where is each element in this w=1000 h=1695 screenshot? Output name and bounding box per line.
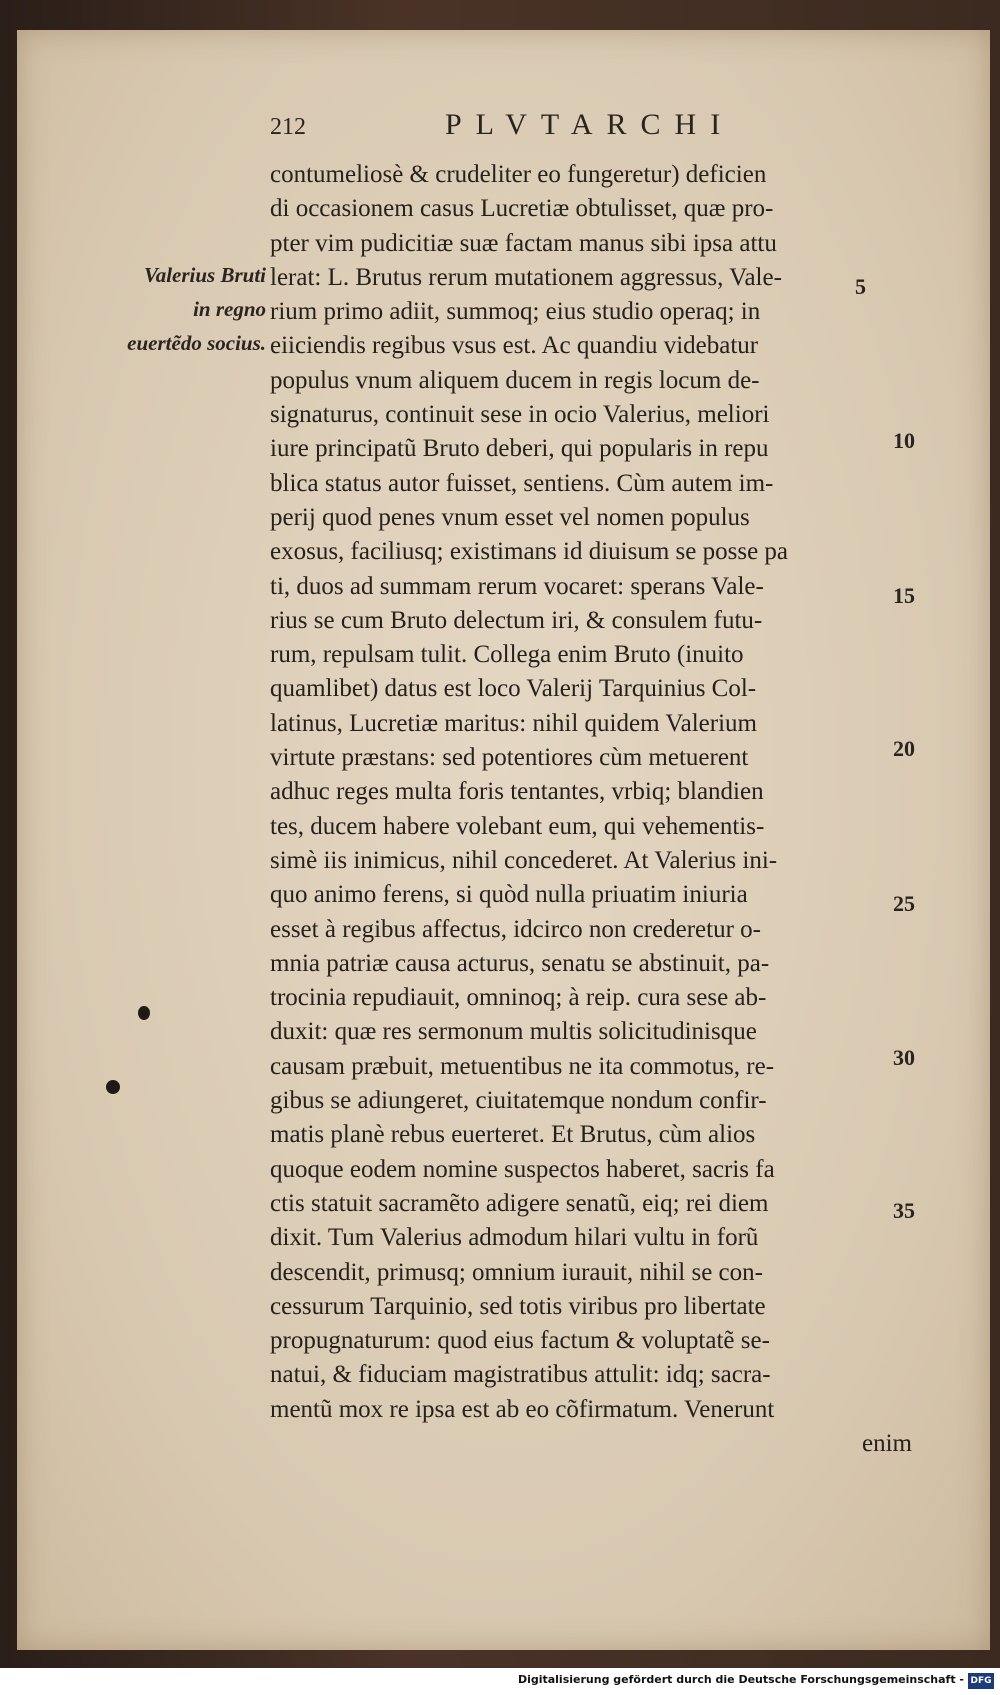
ink-spot (106, 1080, 120, 1094)
text-line: latinus, Lucretiæ maritus: nihil quidem Valerium (270, 709, 757, 737)
text-line: rum, repulsam tulit. Collega enim Bruto (inuito (270, 641, 744, 669)
text-line: quo animo ferens, si quòd nulla priuatim iniuria (270, 881, 748, 909)
text-line: virtute præstans: sed potentiores cùm metuerent (270, 744, 749, 772)
text-line: mentũ mox re ipsa est ab eo cõfirmatum. Venerunt (270, 1395, 775, 1423)
footer-credit: Digitalisierung gefördert durch die Deutsche Forschungsgemeinschaft - (517, 1673, 964, 1686)
text-line: simè iis inimicus, nihil concederet. At Valerius ini- (270, 846, 778, 874)
line-number-15: 15 (893, 583, 915, 608)
text-line: gibus se adiungeret, ciuitatemque nondum confir- (270, 1087, 767, 1115)
text-line: perij quod penes vnum esset vel nomen populus (270, 503, 750, 531)
ink-spot (138, 1006, 150, 1020)
text-line: di occasionem casus Lucretiæ obtulisset, quæ pro- (270, 195, 774, 223)
text-line: propugnaturum: quod eius factum & voluptatẽ se- (270, 1327, 770, 1355)
line-number-20: 20 (893, 736, 915, 761)
marginal-note: Valerius Bruti in regno euertẽdo socius. (127, 263, 266, 355)
text-line: natui, & fiduciam magistratibus attulit: idq; sacra- (270, 1361, 771, 1389)
text-line: signaturus, continuit sese in ocio Valerius, meliori (270, 401, 770, 429)
text-line: quoque eodem nomine suspectos haberet, sacris fa (270, 1155, 775, 1183)
text-line: ctis statuit sacramẽto adigere senatũ, eiq; rei diem (270, 1189, 769, 1217)
line-number-25: 25 (893, 891, 915, 916)
line-number-30: 30 (893, 1045, 915, 1070)
text-line: dixit. Tum Valerius admodum hilari vultu in forũ (270, 1224, 759, 1252)
text-line: adhuc reges multa foris tentantes, vrbiq; blandien (270, 778, 764, 806)
line-number-10: 10 (893, 428, 915, 453)
text-line: blica status autor fuisset, sentiens. Cùm autem im- (270, 469, 774, 497)
text-line: pter vim pudicitiæ suæ factam manus sibi ipsa attu (270, 229, 777, 257)
text-line: populus vnum aliquem ducem in regis locum de- (270, 366, 760, 394)
text-line: trocinia repudiauit, omninoq; à reip. cura sese ab- (270, 984, 767, 1012)
line-number-35: 35 (893, 1198, 915, 1223)
line-number-5: 5 (855, 274, 866, 299)
text-line: cessurum Tarquinio, sed totis viribus pro libertate (270, 1292, 766, 1320)
text-line: exosus, faciliusq; existimans id diuisum se posse pa (270, 538, 789, 566)
text-line: quamlibet) datus est loco Valerij Tarquinius Col- (270, 675, 757, 703)
main-text-block (270, 158, 930, 1461)
text-line: tes, ducem habere volebant eum, qui vehementis- (270, 812, 765, 840)
text-line: matis planè rebus euerteret. Et Brutus, cùm alios (270, 1121, 756, 1149)
dfg-logo: DFG (968, 1673, 994, 1689)
page-number: 212 (270, 114, 306, 140)
text-line: descendit, primusq; omnium iurauit, nihil se con- (270, 1258, 763, 1286)
text-line: esset à regibus affectus, idcirco non crederetur o- (270, 915, 761, 943)
text-line: lerat: L. Brutus rerum mutationem aggressus, Vale- (270, 263, 782, 291)
running-title: PLVTARCHI (445, 108, 735, 141)
text-line: causam præbuit, metuentibus ne ita commotus, re- (270, 1052, 775, 1080)
text-line: duxit: quæ res sermonum multis solicitudinisque (270, 1018, 757, 1046)
text-line: rium primo adiit, summoq; eius studio operaq; in (270, 298, 761, 326)
text-line: contumeliosè & crudeliter eo fungeretur) deficien (270, 161, 767, 188)
text-line: mnia patriæ causa acturus, senatu se abstinuit, pa- (270, 949, 770, 977)
text-line: eiiciendis regibus vsus est. Ac quandiu videbatur (270, 332, 759, 360)
digitization-footer (0, 1668, 1000, 1695)
catchword: enim (862, 1429, 912, 1457)
page-header (270, 108, 810, 148)
text-line: rius se cum Bruto delectum iri, & consulem futu- (270, 606, 763, 634)
text-line: ti, duos ad summam rerum vocaret: sperans Vale- (270, 572, 764, 600)
text-line: iure principatũ Bruto deberi, qui popularis in repu (270, 435, 769, 463)
